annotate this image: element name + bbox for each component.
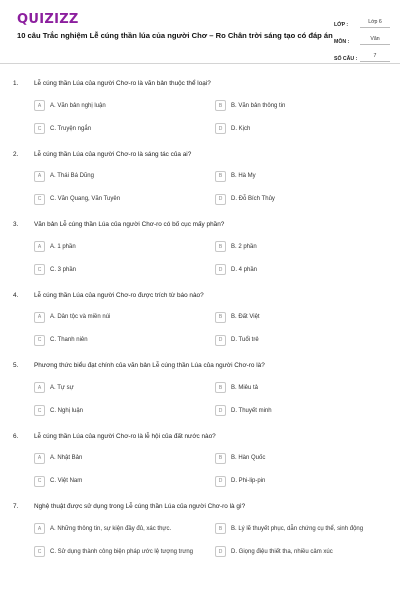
question-5 <box>0 362 400 432</box>
option-letter-box: C <box>34 335 45 346</box>
meta-row-subject <box>334 31 390 45</box>
answer-option-b[interactable] <box>215 382 258 393</box>
question-text: Nghệ thuật được sử dụng trong Lễ cúng thần Lúa của người Chơ-ro là gì? <box>34 503 246 510</box>
question-7 <box>0 503 400 573</box>
option-text: C. Truyện ngắn <box>50 125 92 132</box>
option-letter-box: B <box>215 312 226 323</box>
option-letter-box: A <box>34 523 45 534</box>
question-text: Văn bản Lễ cúng thần Lúa của người Chơ-ro có bố cục mấy phần? <box>34 221 225 228</box>
option-text: D. Phi-lip-pin <box>231 478 266 484</box>
question-text: Lễ cúng thần Lúa của người Chơ-ro được trích từ báo nào? <box>34 291 204 299</box>
option-letter-box: D <box>215 546 226 557</box>
question-text: Lễ cúng thần Lúa của người Chơ-ro là văn bản thuộc thể loại? <box>34 80 211 87</box>
quizizz-logo: QUIZIZZ <box>17 12 79 27</box>
question-number: 7. <box>13 503 19 510</box>
option-text: B. Miêu tả <box>231 384 259 391</box>
worksheet-title: 10 câu Trắc nghiệm Lễ cúng thần lúa của người Chơ – Ro Chân trời sáng tạo có đáp án <box>17 31 333 40</box>
answer-option-a[interactable] <box>34 523 171 534</box>
option-text: D. Tuổi trẻ <box>231 337 259 343</box>
option-text: C. Thanh niên <box>50 337 88 343</box>
worksheet-meta <box>334 14 390 65</box>
option-letter-box: B <box>215 382 226 393</box>
question-number: 3. <box>13 221 19 228</box>
question-number: 6. <box>13 432 19 440</box>
question-text: Lễ cúng thần Lúa của người Chơ-ro là lễ hội của đất nước nào? <box>34 432 216 440</box>
question-4 <box>0 292 400 362</box>
header-divider <box>0 63 400 64</box>
option-text: B. Văn bản thông tin <box>231 102 286 109</box>
answer-option-d[interactable] <box>215 546 333 557</box>
meta-label: SỐ CÂU : <box>334 56 358 62</box>
answer-option-a[interactable] <box>34 453 82 464</box>
answer-option-a[interactable] <box>34 312 110 323</box>
answer-option-d[interactable] <box>215 264 257 275</box>
option-text: B. Hà My <box>231 173 256 179</box>
option-text: A. Nhật Bản <box>50 455 83 461</box>
answer-option-b[interactable] <box>215 523 363 534</box>
meta-label: LỚP : <box>334 22 349 28</box>
option-letter-box: A <box>34 171 45 182</box>
option-text: A. Thái Bá Dũng <box>50 173 94 179</box>
option-text: D. 4 phần <box>231 266 258 273</box>
option-text: A. Tự sự <box>50 384 74 391</box>
option-text: C. Nghị luận <box>50 407 84 414</box>
answer-option-b[interactable] <box>215 100 285 111</box>
question-number: 5. <box>13 362 19 369</box>
answer-option-c[interactable] <box>34 546 200 557</box>
meta-row-question-count <box>334 48 390 62</box>
answer-option-d[interactable] <box>215 335 259 346</box>
answer-option-c[interactable] <box>34 123 91 134</box>
meta-value: Văn <box>360 36 390 45</box>
option-letter-box: D <box>215 123 226 134</box>
option-text: C. 3 phần <box>50 266 77 273</box>
answer-option-d[interactable] <box>215 405 272 416</box>
option-letter-box: A <box>34 382 45 393</box>
option-text: B. Lý lẽ thuyết phục, dẫn chứng cụ thể, sinh động <box>231 525 364 532</box>
answer-option-d[interactable] <box>215 476 265 487</box>
option-text: D. Thuyết minh <box>231 407 272 414</box>
option-letter-box: D <box>215 194 226 205</box>
option-letter-box: A <box>34 453 45 464</box>
option-letter-box: B <box>215 241 226 252</box>
question-number: 4. <box>13 291 19 299</box>
option-letter-box: C <box>34 194 45 205</box>
option-text: C. Việt Nam <box>50 478 83 484</box>
option-text: B. Đất Việt <box>231 314 260 320</box>
answer-option-a[interactable] <box>34 171 94 182</box>
answer-option-a[interactable] <box>34 100 106 111</box>
answer-option-c[interactable] <box>34 264 76 275</box>
option-letter-box: C <box>34 123 45 134</box>
option-letter-box: C <box>34 476 45 487</box>
answer-option-b[interactable] <box>215 453 265 464</box>
question-1 <box>0 80 400 150</box>
option-text: B. Hàn Quốc <box>231 455 266 461</box>
option-letter-box: C <box>34 264 45 275</box>
option-text: C. Văn Quang, Văn Tuyên <box>50 196 121 202</box>
option-letter-box: D <box>215 264 226 275</box>
answer-option-b[interactable] <box>215 312 260 323</box>
option-text: A. Dân tộc và miền núi <box>50 314 111 320</box>
question-text: Phương thức biểu đạt chính của văn bản Lễ cúng thần Lúa của người Chơ-ro là? <box>34 362 265 369</box>
option-text: A. 1 phần <box>50 243 76 250</box>
option-text: B. 2 phần <box>231 243 257 250</box>
question-6 <box>0 433 400 503</box>
option-text: D. Đỗ Bích Thủy <box>231 196 275 202</box>
option-text: A. Văn bản nghị luận <box>50 102 106 109</box>
option-text: D. Kịch <box>231 125 251 132</box>
meta-label: MÔN : <box>334 39 350 45</box>
question-number: 2. <box>13 150 19 158</box>
option-letter-box: B <box>215 100 226 111</box>
question-text: Lễ cúng thần Lúa của người Chơ-ro là sáng tác của ai? <box>34 150 192 158</box>
answer-option-a[interactable] <box>34 241 76 252</box>
option-text: A. Những thông tin, sự kiện đầy đủ, xác thực. <box>50 525 172 532</box>
option-letter-box: D <box>215 476 226 487</box>
option-letter-box: D <box>215 405 226 416</box>
option-letter-box: B <box>215 453 226 464</box>
option-letter-box: B <box>215 523 226 534</box>
question-3 <box>0 221 400 291</box>
answer-option-a[interactable] <box>34 382 74 393</box>
option-letter-box: A <box>34 312 45 323</box>
option-letter-box: C <box>34 405 45 416</box>
meta-value: 7 <box>360 53 390 62</box>
meta-row-grade <box>334 14 390 28</box>
option-letter-box: A <box>34 100 45 111</box>
option-text: D. Giọng điệu thiết tha, nhiều cảm xúc <box>231 548 333 555</box>
answer-option-c[interactable] <box>34 405 83 416</box>
question-number: 1. <box>13 80 19 87</box>
answer-option-d[interactable] <box>215 123 250 134</box>
answer-option-b[interactable] <box>215 171 256 182</box>
option-letter-box: B <box>215 171 226 182</box>
answer-option-c[interactable] <box>34 335 88 346</box>
meta-value: Lớp 6 <box>360 19 390 28</box>
answer-option-d[interactable] <box>215 194 275 205</box>
option-text: C. Sử dụng thành công biện pháp ước lệ tượng trưng <box>50 548 194 555</box>
answer-option-b[interactable] <box>215 241 257 252</box>
answer-option-c[interactable] <box>34 476 82 487</box>
question-2 <box>0 151 400 221</box>
option-letter-box: A <box>34 241 45 252</box>
option-letter-box: D <box>215 335 226 346</box>
option-letter-box: C <box>34 546 45 557</box>
answer-option-c[interactable] <box>34 194 120 205</box>
